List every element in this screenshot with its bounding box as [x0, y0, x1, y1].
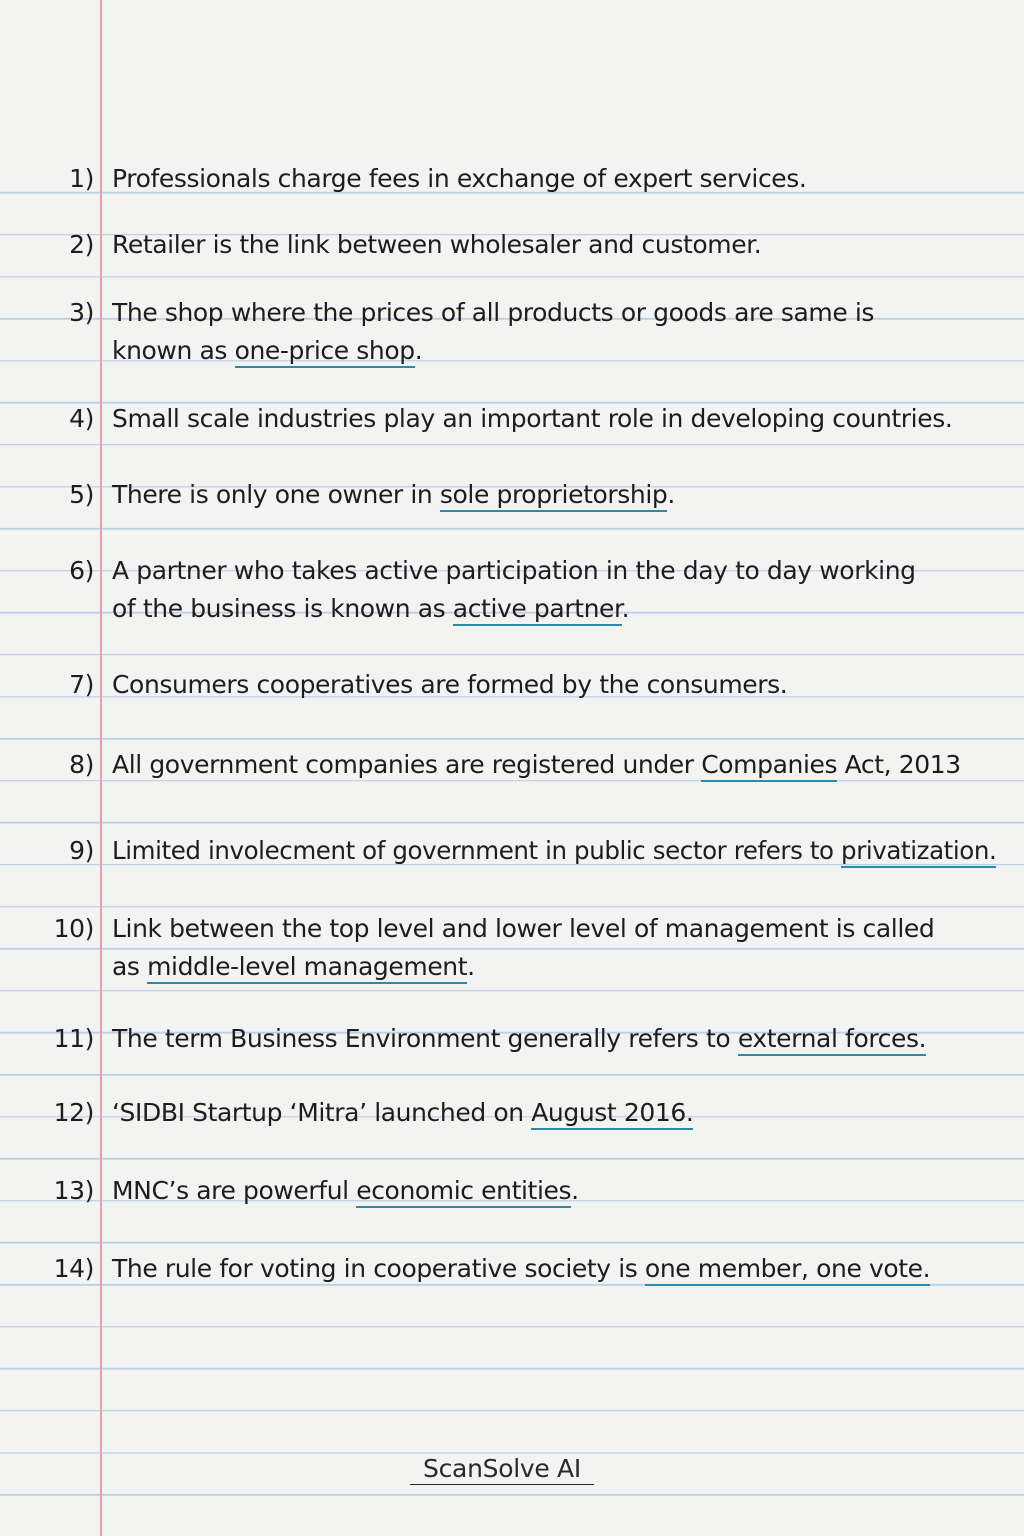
- item-text-tail: .: [467, 952, 475, 981]
- item-number: 5): [69, 480, 94, 509]
- item-number: 11): [53, 1024, 94, 1053]
- item-text-line: [112, 670, 787, 699]
- item-text-line: [112, 1254, 930, 1283]
- item-number: 12): [53, 1098, 94, 1127]
- item-text-line: [112, 594, 629, 623]
- item-text: A partner who takes active participation in the day to day working: [112, 556, 916, 585]
- footer-watermark: ScanSolve AI: [410, 1454, 594, 1485]
- item-answer-underlined: August 2016.: [531, 1098, 693, 1130]
- item-text: MNC’s are powerful: [112, 1176, 357, 1205]
- item-text: known as: [112, 336, 235, 365]
- item-number: 6): [69, 556, 94, 585]
- item-text-line: [112, 1098, 693, 1127]
- margin-line: [100, 0, 102, 1536]
- item-text: Small scale industries play an important role in developing countries.: [112, 404, 953, 433]
- item-number: 8): [69, 750, 94, 779]
- item-text: There is only one owner in: [112, 480, 440, 509]
- item-text: ‘SIDBI Startup ‘Mitra’ launched on: [112, 1098, 532, 1127]
- item-answer-underlined: external forces.: [738, 1024, 926, 1056]
- item-text: All government companies are registered under: [112, 750, 702, 779]
- item-number: 2): [69, 230, 94, 259]
- item-text: The rule for voting in cooperative society is: [112, 1254, 645, 1283]
- item-text-line: [112, 404, 952, 433]
- item-number: 7): [69, 670, 94, 699]
- item-text-tail: .: [667, 480, 675, 509]
- item-answer-underlined: economic entities: [356, 1176, 571, 1208]
- item-text-line: [112, 914, 934, 943]
- item-text-tail: Act, 2013: [837, 750, 961, 779]
- item-text: The term Business Environment generally refers to: [112, 1024, 738, 1053]
- item-text-line: [112, 298, 874, 327]
- item-text-line: [112, 230, 761, 259]
- item-text-line: [112, 836, 996, 865]
- item-text: of the business is known as: [112, 594, 453, 623]
- item-text: Retailer is the link between wholesaler and customer.: [112, 230, 762, 259]
- item-text-tail: .: [414, 336, 423, 365]
- item-answer-underlined: privatization.: [841, 836, 996, 868]
- item-text: Limited involecment of government in public sector refers to: [112, 836, 842, 865]
- item-text: The shop where the prices of all products or goods are same is: [112, 298, 875, 327]
- item-text-line: [112, 556, 916, 585]
- item-text-tail: .: [621, 594, 630, 623]
- item-answer-underlined: sole proprietorship: [440, 480, 667, 512]
- item-text: as: [112, 952, 148, 981]
- item-number: 13): [53, 1176, 94, 1205]
- item-answer-underlined: Companies: [701, 750, 837, 782]
- item-text-line: [112, 1176, 579, 1205]
- item-number: 3): [69, 298, 94, 327]
- item-text-line: [112, 1024, 926, 1053]
- item-text-line: [112, 164, 806, 193]
- item-answer-underlined: one-price shop: [235, 336, 415, 368]
- item-text-tail: .: [571, 1176, 579, 1205]
- item-answer-underlined: one member, one vote.: [645, 1254, 930, 1286]
- item-number: 9): [69, 836, 94, 865]
- item-number: 1): [69, 164, 94, 193]
- item-number: 4): [69, 404, 94, 433]
- item-answer-underlined: active partner: [453, 594, 622, 626]
- item-text: Professionals charge fees in exchange of expert services.: [112, 164, 807, 193]
- item-number: 10): [53, 914, 94, 943]
- item-text: Consumers cooperatives are formed by the consumers.: [112, 670, 788, 699]
- item-answer-underlined: middle-level management: [147, 952, 467, 984]
- item-text: Link between the top level and lower level of management is called: [112, 914, 935, 943]
- item-text-line: [112, 952, 475, 981]
- item-text-line: [112, 480, 675, 509]
- item-number: 14): [53, 1254, 94, 1283]
- item-text-line: [112, 336, 422, 365]
- item-text-line: [112, 750, 961, 779]
